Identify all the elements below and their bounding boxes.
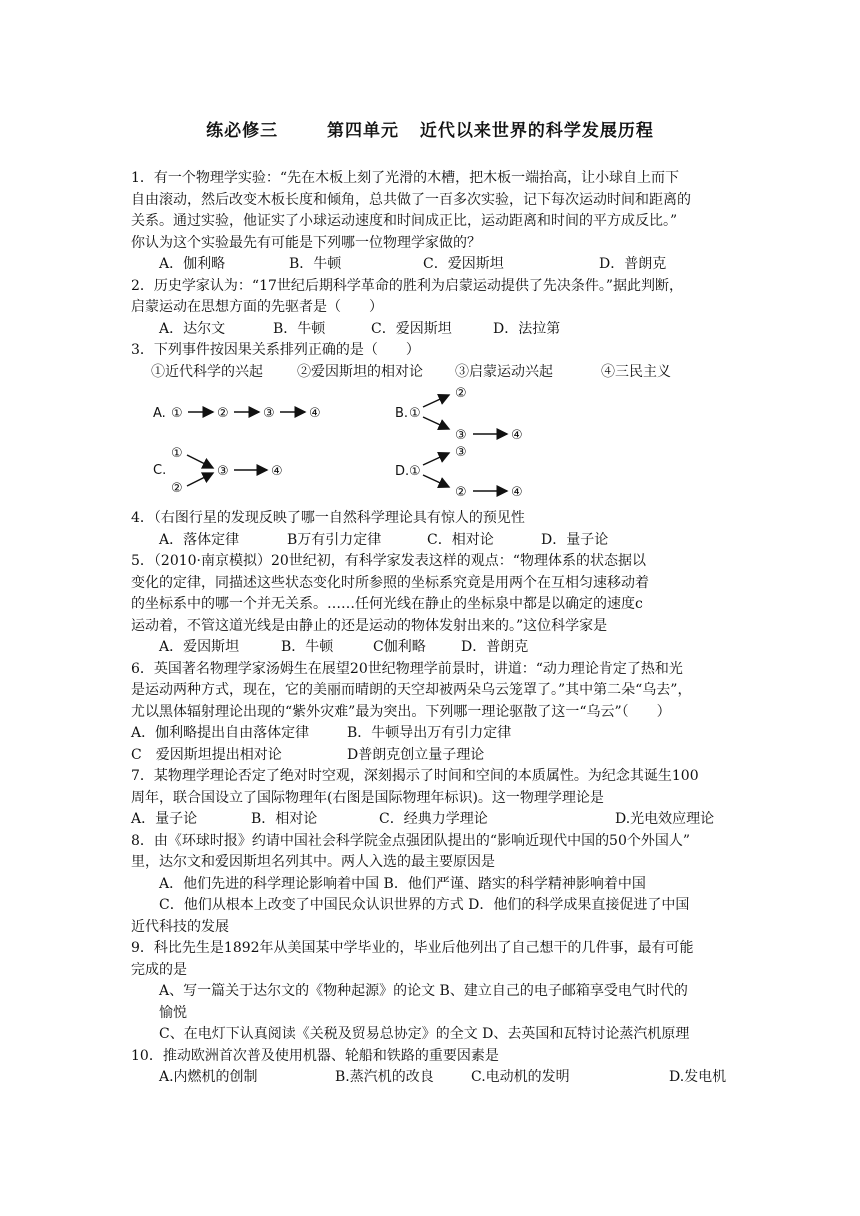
q8-option-line-1: A．他们先进的科学理论影响着中国 B．他们严谨、踏实的科学精神影响着中国 (159, 875, 646, 892)
q1-line-2: 自由滚动，然后改变木板长度和倾角，总共做了一百多次实验，记下每次运动时间和距离的 (131, 191, 691, 208)
diagram-c-node-3: ③ (217, 464, 229, 479)
page-title (0, 116, 860, 141)
q1-line-1: 1．有一个物理学实验：“先在木板上刻了光滑的木槽，把木板一端抬高，让小球自上而下 (131, 170, 680, 186)
question-1 (131, 168, 731, 276)
q10-option-b: B.蒸汽机的改良 (335, 1069, 434, 1085)
q6-options-row-2 (131, 745, 731, 767)
q2-line-1: 2．历史学家认为：“17世纪后期科学革命的胜利为启蒙运动提供了先决条件。”据此判断， (131, 277, 684, 294)
diagram-c-arrow-2 (187, 473, 213, 486)
diagram-c-node-4: ④ (271, 464, 283, 479)
title-unit: 第四单元 (327, 121, 399, 141)
diagram-b-node-1: ① (409, 406, 421, 421)
q5-line-1: 5．（2010·南京模拟）20世纪初，有科学家发表这样的观点：“物理体系的状态据以 (131, 553, 646, 569)
diagram-d-node-1: ① (409, 464, 421, 479)
question-8 (131, 831, 731, 939)
diagram-c-node-2: ② (171, 481, 183, 496)
q3-stem: 3．下列事件按因果关系排列正确的是（ ） (131, 342, 420, 358)
q9-option-line-1: A、写一篇关于达尔文的《物种起源》的论文 B、建立自己的电子邮箱享受电气时代的 (159, 983, 688, 999)
q3-item-1: ①近代科学的兴起 (151, 363, 263, 380)
title-topic: 近代以来世界的科学发展历程 (419, 121, 654, 141)
diagram-b-arrow-down (423, 417, 449, 429)
diagram-b-node-2: ② (455, 387, 467, 401)
diagram-d-arrow-up (423, 453, 449, 465)
q7-option-d: D.光电效应理论 (615, 811, 715, 827)
q4-stem: 4．（右图行星的发现反映了哪一自然科学理论具有惊人的预见性 (131, 510, 525, 526)
diagram-d-node-3: ③ (455, 445, 467, 460)
diagram-label-d: D. (395, 464, 410, 479)
question-9 (131, 938, 731, 1046)
q6-option-a: A．伽利略提出自由落体定律 (131, 725, 310, 741)
q6-line-1: 6．英国著名物理学家汤姆生在展望20世纪物理学前景时，讲道：“动力理论肯定了热和光 (131, 660, 683, 677)
q2-line-2: 启蒙运动在思想方面的先驱者是（ ） (131, 299, 383, 315)
q8-option-line-2: C．他们从根本上改变了中国民众认识世界的方式 D．他们的科学成果直接促进了中国 (159, 897, 690, 913)
q5-line-4: 运动着，不管这道光线是由静止的还是运动的物体发射出来的。”这位科学家是 (131, 617, 608, 634)
q10-options (131, 1067, 731, 1089)
q8-line-1: 8．由《环球时报》约请中国社会科学院金点强团队提出的“影响近现代中国的50个外国人” (131, 832, 691, 849)
q8-tail: 近代科技的发展 (131, 918, 229, 935)
diagram-b-node-4: ④ (511, 428, 523, 443)
q7-line-2: 周年，联合国设立了国际物理年(右图是国际物理年标识)。这一物理学理论是 (131, 789, 604, 806)
q7-line-1: 7．某物理学理论否定了绝对时空观，深刻揭示了时间和空间的本质属性。为纪念其诞生100 (131, 768, 699, 784)
q10-option-a: A.内燃机的创制 (159, 1069, 258, 1085)
q6-options-row-1 (131, 723, 731, 745)
q6-option-c: C 爱因斯坦提出相对论 (131, 746, 282, 763)
q5-option-b: B．牛顿 (281, 639, 334, 655)
question-list (131, 168, 731, 1089)
q3-item-4: ④三民主义 (601, 363, 671, 380)
diagram-label-b: B. (395, 406, 409, 421)
diagram-a-node-1: ① (171, 406, 183, 421)
q1-option-d: D．普朗克 (599, 256, 667, 272)
question-7 (131, 766, 731, 831)
q7-option-c: C．经典力学理论 (379, 811, 488, 827)
q3-diagram-svg (131, 387, 551, 502)
q1-line-4: 你认为这个实验最先有可能是下列哪一位物理学家做的？ (131, 234, 481, 251)
q4-option-c: C．相对论 (427, 531, 494, 548)
q6-line-3: 尤以黑体辐射理论出现的“紫外灾难”最为突出。下列哪一理论驱散了这一“乌云”（ ） (131, 703, 671, 720)
q7-option-b: B．相对论 (251, 811, 318, 827)
diagram-a-node-4: ④ (309, 406, 321, 421)
q4-option-b: B万有引力定律 (287, 531, 382, 548)
q5-options (131, 637, 731, 659)
diagram-b-node-3: ③ (455, 428, 467, 443)
q5-option-d: D．普朗克 (461, 639, 529, 655)
q5-line-3: 的坐标系中的哪一个并无关系。……任何光线在静止的坐标泉中都是以确定的速度c (131, 596, 643, 612)
q9-line-2: 完成的是 (131, 961, 187, 978)
question-4 (131, 508, 731, 551)
question-2 (131, 276, 731, 341)
q4-options (131, 530, 731, 552)
q5-option-a: A．爱因斯坦 (159, 639, 240, 655)
q9-option-line-2: 愉悦 (159, 1004, 187, 1021)
q1-option-b: B．牛顿 (289, 256, 342, 272)
q3-item-2: ②爱因斯坦的相对论 (297, 363, 423, 380)
q3-items (131, 362, 731, 384)
q1-options (131, 254, 731, 276)
diagram-d-arrow-down (423, 475, 449, 487)
q9-line-1: 9．科比先生是1892年从美国某中学毕业的，毕业后他列出了自己想干的几件事，最有可能 (131, 940, 694, 956)
q2-option-b: B．牛顿 (273, 320, 326, 337)
q6-option-d: D普朗克创立量子理论 (347, 746, 485, 763)
q5-line-2: 变化的定律，同描述这些状态变化时所参照的坐标系究竟是用两个在互相匀速移动着 (131, 574, 649, 591)
q4-option-d: D．量子论 (541, 531, 609, 548)
diagram-b-arrow-up (423, 395, 449, 407)
q2-option-a: A．达尔文 (159, 320, 226, 337)
diagram-label-a: A. (153, 406, 166, 421)
q10-stem: 10．推动欧洲首次普及使用机器、轮船和铁路的重要因素是 (131, 1047, 499, 1064)
q3-cause-effect-diagram (131, 387, 731, 502)
question-3 (131, 340, 731, 502)
q7-options (131, 809, 731, 831)
q8-line-2: 里，达尔文和爱因斯坦名列其中。两人入选的最主要原因是 (131, 854, 495, 870)
q4-option-a: A．落体定律 (159, 531, 240, 548)
diagram-a-node-2: ② (217, 406, 229, 421)
q7-option-a: A．量子论 (131, 811, 198, 827)
q3-item-3: ③启蒙运动兴起 (455, 363, 553, 380)
q1-option-c: C．爱因斯坦 (423, 256, 504, 272)
diagram-d-node-4: ④ (511, 485, 523, 500)
q1-option-a: A．伽利略 (159, 256, 226, 272)
q10-option-d: D.发电机 (669, 1069, 727, 1085)
q2-option-c: C．爱因斯坦 (371, 320, 452, 337)
title-book: 练必修三 (206, 121, 279, 141)
question-6 (131, 659, 731, 767)
question-10 (131, 1046, 731, 1089)
q5-option-c: C伽利略 (373, 639, 426, 655)
q6-line-2: 是运动两种方式，现在，它的美丽而晴朗的天空却被两朵乌云笼罩了。”其中第二朵“乌去”， (131, 682, 692, 698)
diagram-c-arrow-1 (187, 455, 213, 468)
diagram-label-c: C. (153, 463, 167, 478)
q1-line-3: 关系。通过实验，他证实了小球运动速度和时间成正比，运动距离和时间的平方成反比。” (131, 213, 678, 229)
q2-options (131, 319, 731, 341)
q10-option-c: C.电动机的发明 (471, 1069, 570, 1085)
diagram-d-node-2: ② (455, 485, 467, 500)
q9-option-line-3: C、在电灯下认真阅读《关税及贸易总协定》的全文 D、去英国和瓦特讨论蒸汽机原理 (159, 1026, 690, 1042)
q2-option-d: D．法拉第 (493, 320, 561, 337)
diagram-c-node-1: ① (171, 446, 183, 461)
question-5 (131, 551, 731, 659)
q6-option-b: B．牛顿导出万有引力定律 (347, 725, 512, 741)
diagram-a-node-3: ③ (263, 406, 275, 421)
